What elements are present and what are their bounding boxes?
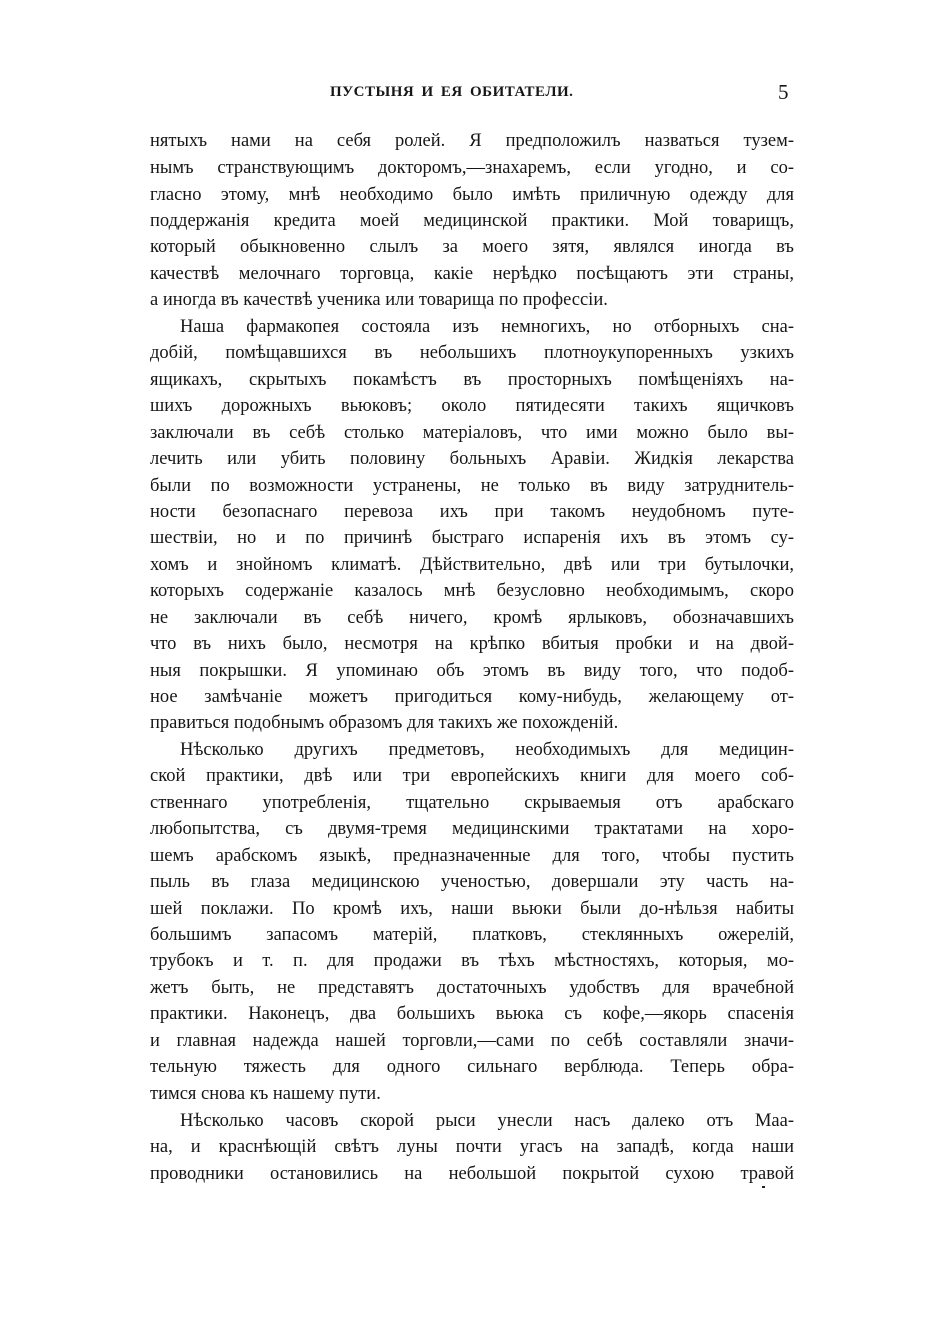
text-line: жетъ быть, не представятъ достаточныхъ удобствъ для врачебной <box>150 978 794 998</box>
text-line: нятыхъ нами на себя ролей. Я предположилъ назваться тузем- <box>150 131 794 151</box>
text-line: поддержанія кредита моей медицинской практики. Мой товарищъ, <box>150 211 794 231</box>
text-line: пыль въ глаза медицинскою ученостью, довершали эту часть на- <box>150 872 794 892</box>
text-line: шествіи, но и по причинѣ быстраго испаренія ихъ въ этомъ су- <box>150 528 794 548</box>
text-line: а иногда въ качествѣ ученика или товарища по профессіи. <box>150 290 608 310</box>
text-line: Нѣсколько часовъ скорой рыси унесли насъ далеко отъ Маа- <box>180 1111 794 1131</box>
text-line: трубокъ и т. п. для продажи въ тѣхъ мѣстностяхъ, которыя, мо- <box>150 951 794 971</box>
text-line: что въ нихъ было, несмотря на крѣпко вбитыя пробки и на двой- <box>150 634 794 654</box>
text-line: проводники остановились на небольшой покрытой сухою травой <box>150 1164 794 1184</box>
text-line: Наша фармакопея состояла изъ немногихъ, но отборныхъ сна- <box>180 317 794 337</box>
text-line: тельную тяжесть для одного сильнаго верблюда. Теперь обра- <box>150 1057 794 1077</box>
page-number: 5 <box>778 80 789 104</box>
text-line: тимся снова къ нашему пути. <box>150 1084 381 1104</box>
text-line: которыхъ содержаніе казалось мнѣ безусловно необходимымъ, скоро <box>150 581 794 601</box>
text-line: ныя покрышки. Я упоминаю объ этомъ въ виду того, что подоб- <box>150 661 794 681</box>
text-line: шихъ дорожныхъ вьюковъ; около пятидесяти такихъ ящичковъ <box>150 396 794 416</box>
text-line: большимъ запасомъ матерій, платковъ, стеклянныхъ ожерелій, <box>150 925 794 945</box>
text-line: шей поклажи. По кромѣ ихъ, наши вьюки были до-нѣльзя набиты <box>150 899 794 919</box>
print-speck <box>762 1186 765 1188</box>
text-line: нымъ странствующимъ докторомъ,—знахаремъ, если угодно, и со- <box>150 158 794 178</box>
text-line: хомъ и знойномъ климатѣ. Дѣйствительно, двѣ или три бутылочки, <box>150 555 794 575</box>
text-line: ности безопаснаго перевоза ихъ при такомъ неудобномъ путе- <box>150 502 794 522</box>
text-line: шемъ арабскомъ языкѣ, предназначенные для того, чтобы пустить <box>150 846 794 866</box>
text-line: на, и краснѣющій свѣтъ луны почти угасъ на западѣ, когда наши <box>150 1137 794 1157</box>
text-line: ственнаго употребленія, тщательно скрываемыя отъ арабскаго <box>150 793 794 813</box>
text-line: любопытства, съ двумя-тремя медицинскими трактатами на хоро- <box>150 819 794 839</box>
text-line: который обыкновенно слылъ за моего зятя, являлся иногда въ <box>150 237 794 257</box>
text-line: и главная надежда нашей торговли,—сами по себѣ составляли значи- <box>150 1031 794 1051</box>
text-line: ской практики, двѣ или три европейскихъ книги для моего соб- <box>150 766 794 786</box>
text-line: ное замѣчаніе можетъ пригодиться кому-нибудь, желающему от- <box>150 687 794 707</box>
text-line: качествѣ мелочнаго торговца, какіе нерѣдко посѣщаютъ эти страны, <box>150 264 794 284</box>
text-line: добій, помѣщавшихся въ небольшихъ плотноукупоренныхъ узкихъ <box>150 343 794 363</box>
text-line: правиться подобнымъ образомъ для такихъ же похожденій. <box>150 713 619 733</box>
text-line: практики. Наконецъ, два большихъ вьюка съ кофе,—якорь спасенія <box>150 1004 794 1024</box>
text-line: заключали въ себѣ столько матеріаловъ, что ими можно было вы- <box>150 423 794 443</box>
text-line: не заключали въ себѣ ничего, кромѣ ярлыковъ, обозначавшихъ <box>150 608 794 628</box>
text-line: Нѣсколько другихъ предметовъ, необходимыхъ для медицин- <box>180 740 794 760</box>
text-line: гласно этому, мнѣ необходимо было имѣть приличную одежду для <box>150 185 794 205</box>
text-line: были по возможности устранены, не только въ виду затруднитель- <box>150 476 794 496</box>
text-line: ящикахъ, скрытыхъ покамѣстъ въ просторныхъ помѣщеніяхъ на- <box>150 370 794 390</box>
text-line: лечить или убить половину больныхъ Аравіи. Жидкія лекарства <box>150 449 794 469</box>
running-title: ПУСТЫНЯ И ЕЯ ОБИТАТЕЛИ. <box>330 84 574 100</box>
